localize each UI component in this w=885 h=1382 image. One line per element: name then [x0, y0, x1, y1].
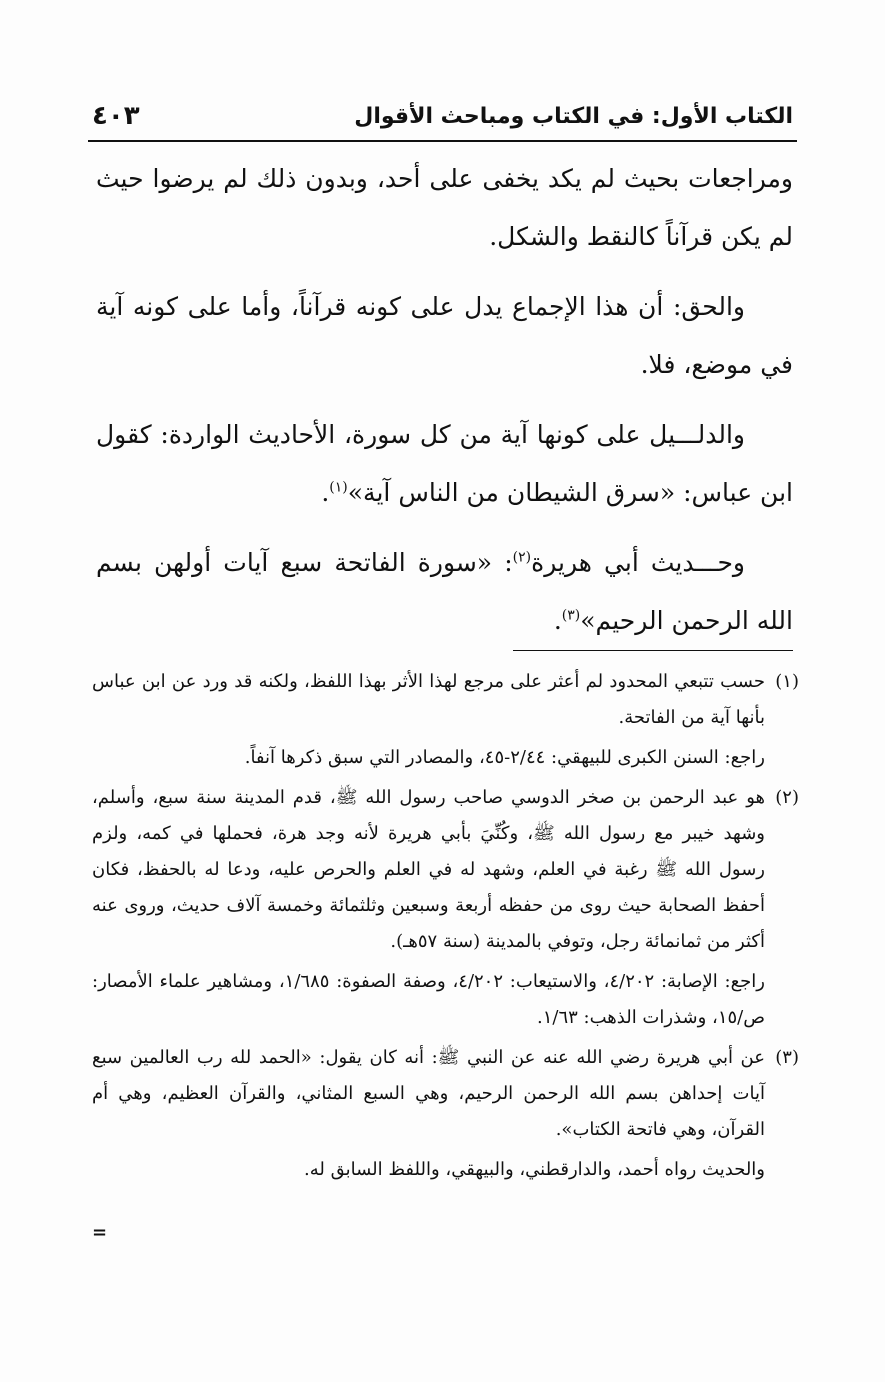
footnote-1: [92, 664, 799, 736]
footnote-marker: (٣): [775, 1047, 799, 1068]
footnote-text: هو عبد الرحمن بن صخر الدوسي صاحب رسول الله ﷺ، قدم المدينة سنة سبع، وأسلم، وشهد خيبر مع رسول الله ﷺ، وكُنِّيَ بأبي هريرة لأنه وجد هرة، فحملها في كمه، ولزم رسول الله ﷺ رغبة في العلم، وشهد له في العلم والحرص عليه، ودعا له بالحفظ، فكان أحفظ الصحابة حيث روى من حفظه أربعة وسبعين وثلثمائة وخمسة آلاف حديث، وروى عنه أكثر من ثمانمائة رجل، وتوفي بالمدينة (سنة ٥٧هـ).: [92, 787, 765, 952]
footnote-marker: (١): [775, 671, 799, 692]
footnote-ref-3[interactable]: (٣): [561, 607, 581, 624]
paragraph-4: وحـــديث أبي هريرة$^{(٢)}$: «سورة الفاتحة سبع آيات أولهن بسم الله الرحمن الرحيم»$^{(٣)}$.: [96, 548, 793, 635]
paragraph-2: والحق: أن هذا الإجماع يدل على كونه قرآناً، وأما على كونه آية في موضع، فلا.: [96, 292, 793, 379]
main-text: [96, 150, 793, 662]
header-rule: [88, 140, 797, 142]
continuation-mark: =: [92, 1222, 108, 1243]
footnote-text: عن أبي هريرة رضي الله عنه عن النبي ﷺ: أنه كان يقول: «الحمد لله رب العالمين سبع آيات إحداهن بسم الله الرحمن الرحيم، وهي السبع المثاني، والقرآن العظيم، وهي أم القرآن، وهي فاتحة الكتاب».: [92, 1047, 765, 1140]
footnotes: [92, 664, 799, 1192]
footnote-2: [92, 780, 799, 960]
footnote-2-reference: راجع: الإصابة: ٤/٢٠٢، والاستيعاب: ٤/٢٠٢، وصفة الصفوة: ١/٦٨٥، ومشاهير علماء الأمصار: ص/١٥، وشذرات الذهب: ١/٦٣.: [92, 971, 765, 1028]
page-number: ٤٠٣: [92, 101, 140, 131]
footnote-marker: (٢): [775, 787, 799, 808]
paragraph-3: والدلـــيل على كونها آية من كل سورة، الأحاديث الواردة: كقول ابن عباس: «سرق الشيطان من الناس آية»$^{(١)}$.: [96, 420, 793, 507]
footnote-ref-2[interactable]: (٢): [512, 549, 532, 566]
footnote-3: [92, 1040, 799, 1148]
header-title: الكتاب الأول: في الكتاب ومباحث الأقوال: [354, 103, 793, 129]
footnote-text: حسب تتبعي المحدود لم أعثر على مرجع لهذا الأثر بهذا اللفظ، ولكنه قد ورد عن ابن عباس بأنها آية من الفاتحة.: [92, 671, 765, 728]
footnote-1-reference: راجع: السنن الكبرى للبيهقي: ٢/٤٤-٤٥، والمصادر التي سبق ذكرها آنفاً.: [244, 747, 765, 768]
paragraph-1: ومراجعات بحيث لم يكد يخفى على أحد، وبدون ذلك لم يرضوا حيث لم يكن قرآناً كالنقط والشكل.: [96, 164, 793, 251]
running-header: [92, 96, 793, 136]
footnote-rule: [513, 650, 793, 651]
footnote-ref-1[interactable]: (١): [329, 479, 348, 496]
footnote-3-reference: والحديث رواه أحمد، والدارقطني، والبيهقي، واللفظ السابق له.: [303, 1159, 765, 1180]
